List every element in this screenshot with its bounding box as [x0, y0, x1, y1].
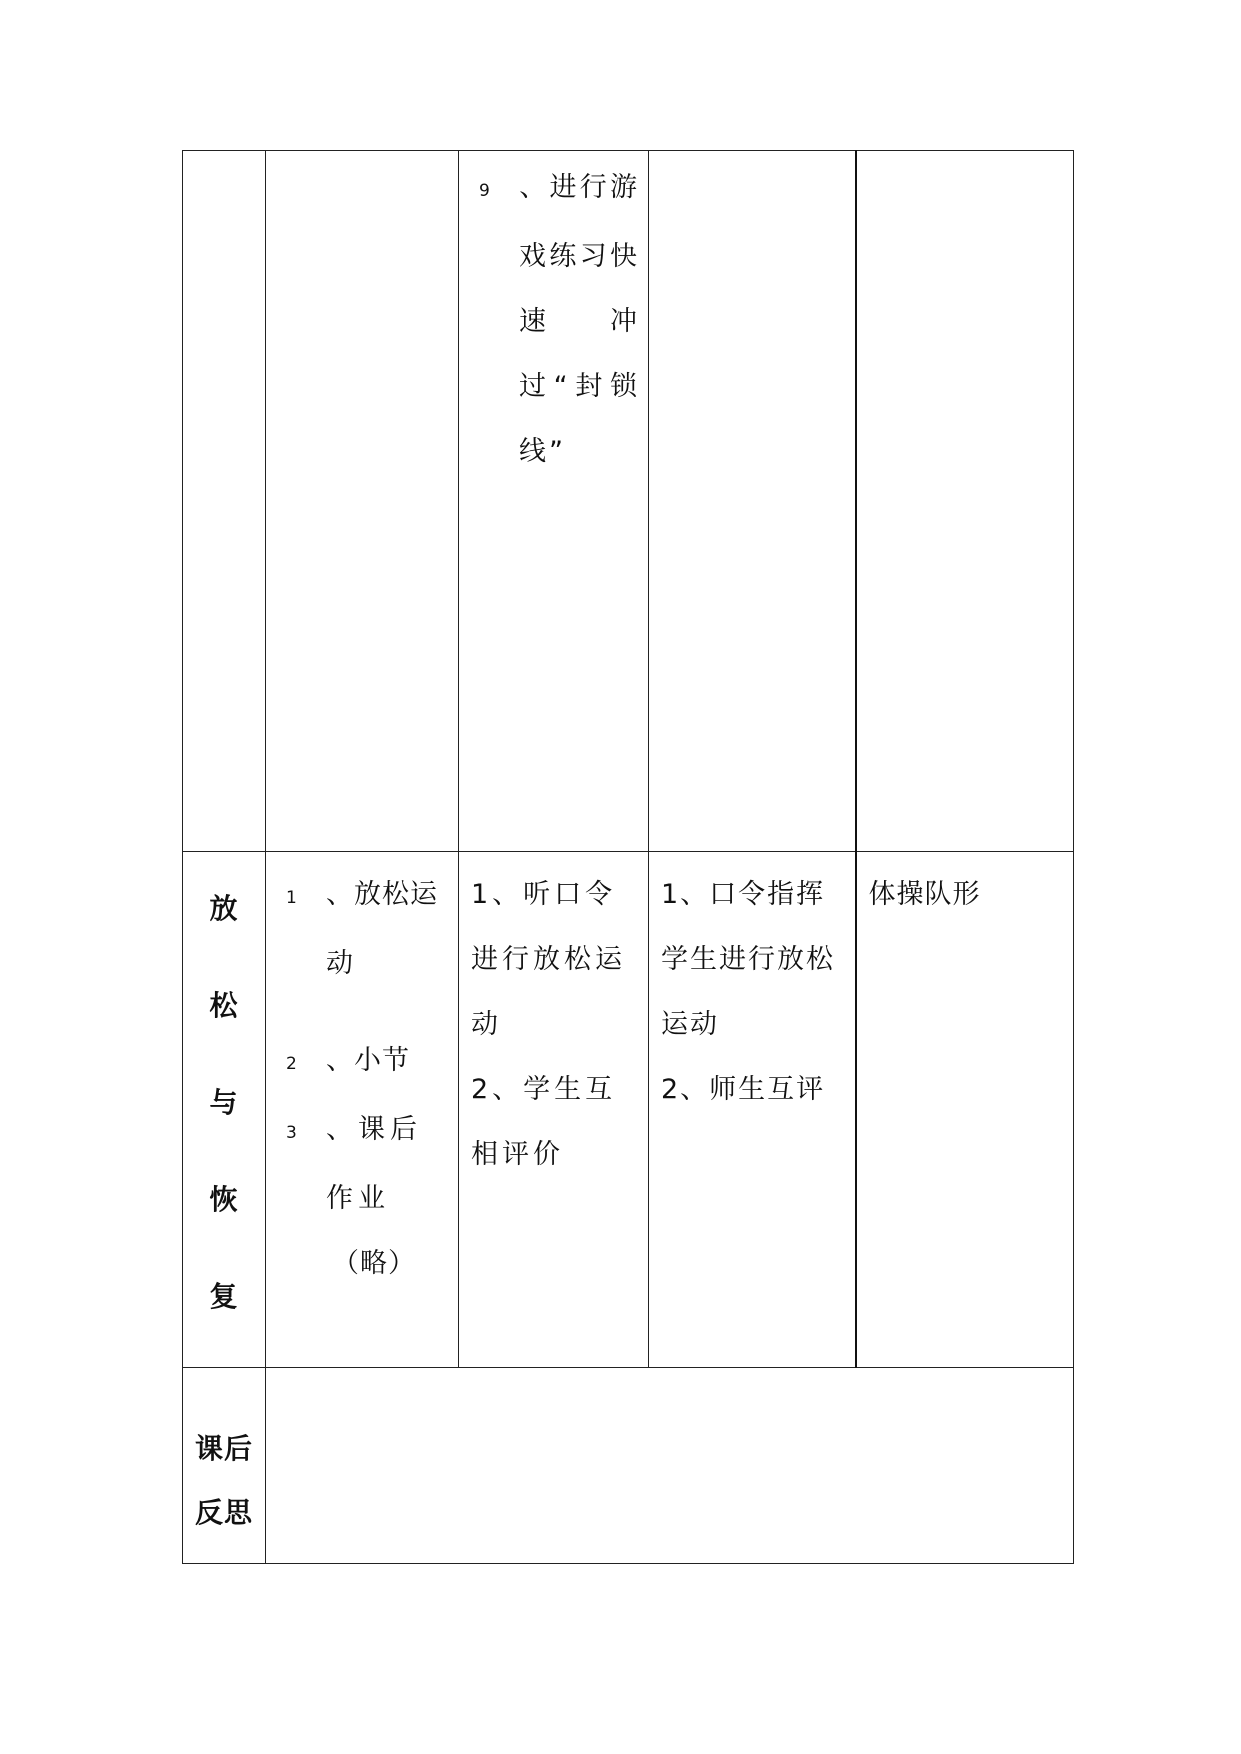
- formation-cell-relax: [856, 852, 1074, 1368]
- stage-label-char: 与: [209, 1086, 239, 1119]
- content-item-number: 3: [286, 1123, 302, 1143]
- content-item-number: 1: [286, 888, 298, 908]
- content-item: [276, 1028, 452, 1097]
- student-activity-cell-relax: [459, 852, 649, 1368]
- formation-text: 体操队形: [868, 879, 981, 910]
- reflection-label-line: 反思: [194, 1496, 253, 1529]
- content-item-text: 、课后作业: [326, 1114, 422, 1214]
- game-item-text: 、进行游戏练习快速冲过“封锁线”: [519, 172, 640, 467]
- content-item-number: 2: [286, 1054, 298, 1074]
- teacher-activity-cell-relax: [649, 852, 856, 1368]
- student-activity-cell: [459, 151, 649, 852]
- student-activity-line: 2、学生互相评价: [471, 1074, 617, 1170]
- content-item-text: 、小节: [326, 1045, 410, 1076]
- stage-label-cell-reflection: [183, 1368, 266, 1564]
- content-item-note: （略）: [332, 1248, 416, 1279]
- stage-label-char: 复: [209, 1280, 239, 1313]
- stage-label-reflection: [183, 1368, 265, 1545]
- table-row-reflection: [183, 1368, 1074, 1564]
- teacher-activity-line: 1、口令指挥学生进行放松运动: [661, 879, 835, 1040]
- stage-label-char: 放: [209, 892, 239, 925]
- content-item: [276, 862, 452, 996]
- reflection-label-line: 课后: [194, 1432, 253, 1465]
- table-row-game: [183, 151, 1074, 852]
- stage-label-char: 松: [209, 989, 239, 1022]
- content-cell-empty: [266, 151, 459, 852]
- reflection-content-cell[interactable]: [266, 1368, 1074, 1564]
- student-activity-line: 1、听口令进行放松运动: [471, 879, 626, 1040]
- lesson-plan-table: [182, 150, 1074, 1564]
- game-item: [469, 155, 640, 484]
- teacher-activity-cell-empty: [649, 151, 856, 852]
- teacher-activity-line: 2、师生互评: [661, 1074, 826, 1105]
- stage-label-char: 恢: [209, 1183, 239, 1216]
- stage-label-relax: [183, 852, 265, 1367]
- stage-label-cell-relax: [183, 852, 266, 1368]
- content-item-text: 、放松运动: [326, 879, 438, 979]
- content-item: [276, 1097, 452, 1231]
- table-row-relax: [183, 852, 1074, 1368]
- stage-label-cell-empty: [183, 151, 266, 852]
- formation-cell-empty: [856, 151, 1074, 852]
- game-item-number: 9: [479, 181, 493, 201]
- content-cell-relax: [266, 852, 459, 1368]
